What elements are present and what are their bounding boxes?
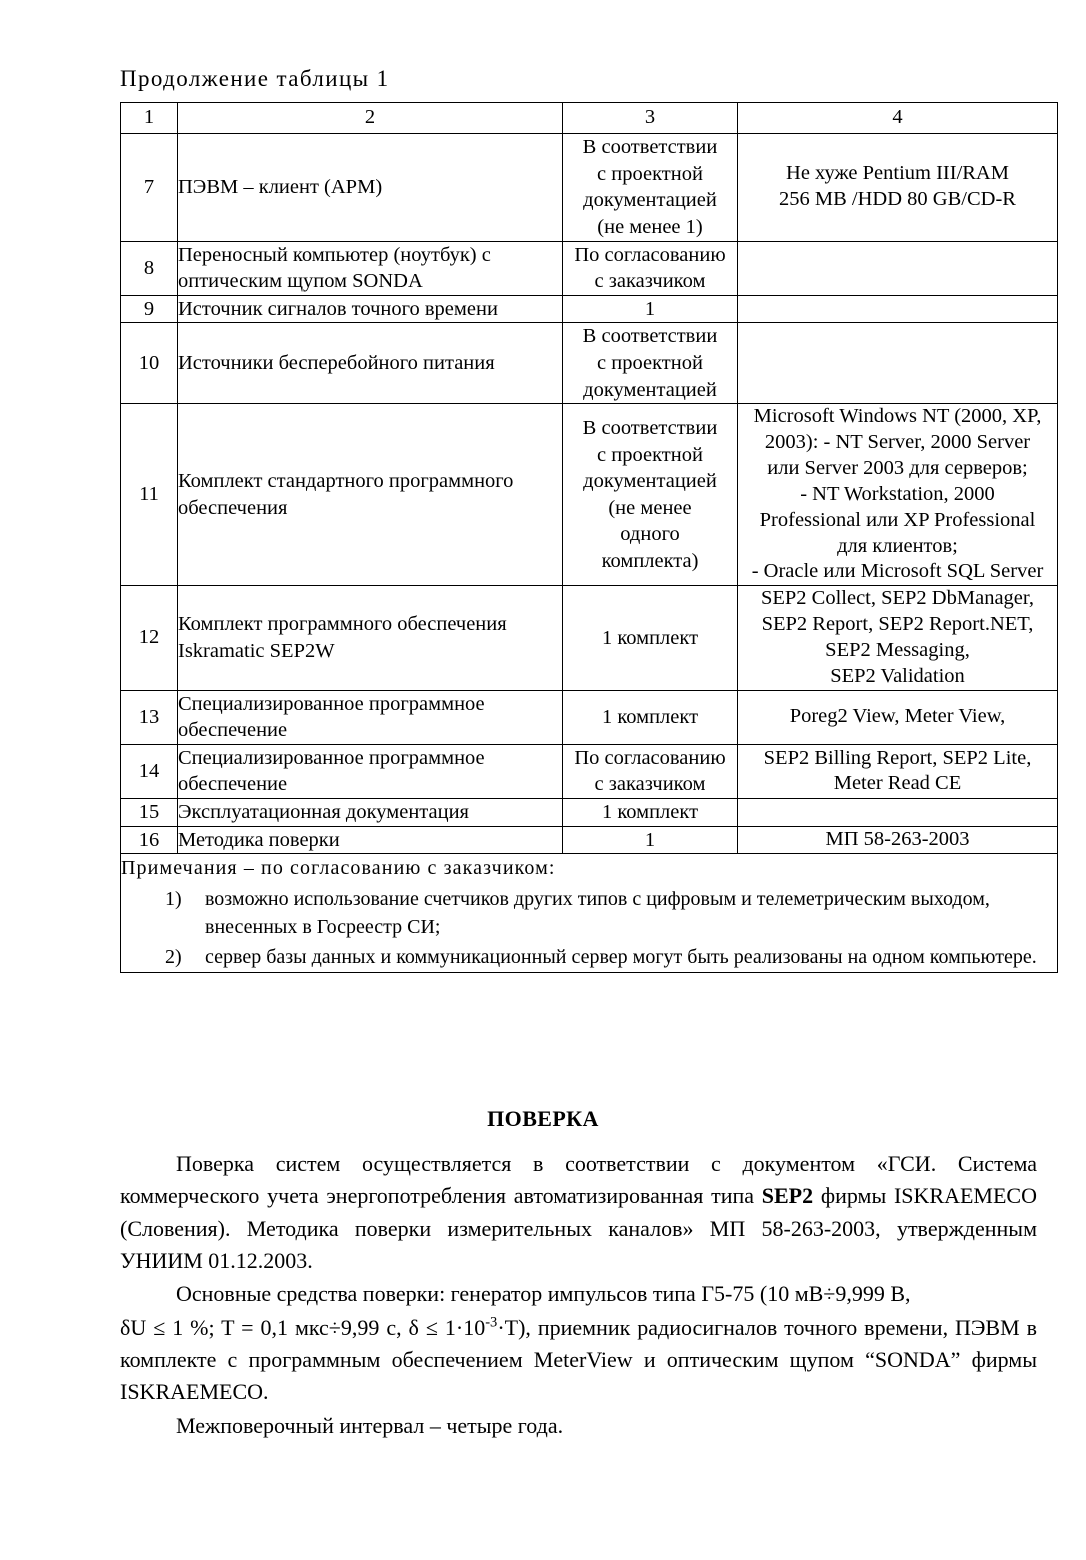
row-quantity: В соответствии с проектной документацией (не менее одного комплекта) <box>563 404 738 586</box>
row-spec <box>738 295 1058 323</box>
table-row <box>121 134 1058 242</box>
row-number: 11 <box>121 404 178 586</box>
paragraph1-part1: Поверка систем осуществляется в соответствии с документом «ГСИ. Система коммерческого учета энергопотребления автоматизированная типа <box>120 1151 1037 1209</box>
column-header-4: 4 <box>738 103 1058 134</box>
row-quantity: По согласованию с заказчиком <box>563 744 738 798</box>
table-row <box>121 404 1058 586</box>
row-number: 10 <box>121 323 178 404</box>
row-quantity: 1 комплект <box>563 799 738 827</box>
row-name: Специализированное программное обеспечение <box>178 690 563 744</box>
row-spec: Microsoft Windows NT (2000, XP, 2003): - NT Server, 2000 Server или Server 2003 для серверов; - NT Workstation, 2000 Professional или XP Professional для клиентов; - Oracle или Microsoft SQL Server <box>738 404 1058 586</box>
row-spec: Не хуже Pentium III/RAM 256 MB /HDD 80 GB/CD-R <box>738 134 1058 242</box>
row-spec: Poreg2 View, Meter View, <box>738 690 1058 744</box>
row-spec <box>738 323 1058 404</box>
row-name: Комплект стандартного программного обеспечения <box>178 404 563 586</box>
row-quantity: 1 комплект <box>563 586 738 690</box>
specification-table <box>120 102 1058 973</box>
paragraph-means-line2 <box>120 1312 1037 1409</box>
table-header-row <box>121 103 1058 134</box>
table-row <box>121 241 1058 295</box>
row-number: 12 <box>121 586 178 690</box>
table-row <box>121 295 1058 323</box>
row-spec: SEP2 Collect, SEP2 DbManager, SEP2 Report, SEP2 Report.NET, SEP2 Messaging, SEP2 Validation <box>738 586 1058 690</box>
paragraph2-superscript: -3 <box>485 1314 498 1331</box>
table-row <box>121 690 1058 744</box>
row-spec <box>738 799 1058 827</box>
paragraph-verification-basis <box>120 1148 1037 1277</box>
table-row <box>121 744 1058 798</box>
row-quantity: 1 <box>563 826 738 854</box>
row-number: 16 <box>121 826 178 854</box>
row-number: 8 <box>121 241 178 295</box>
table-notes-cell <box>121 854 1058 973</box>
table-row <box>121 586 1058 690</box>
notes-title: Примечания – по согласованию с заказчиком: <box>121 857 556 880</box>
paragraph2-post: ·Т), приемник радиосигналов точного времени, ПЭВМ в комплекте с программным обеспечением MeterView и оптическим щупом “SONDA” фирмы ISKRAEMECO. <box>120 1314 1038 1405</box>
note-item: возможно использование счетчиков других типов с цифровым и телеметрическим выходом, внесенных в Госреестр СИ; <box>205 887 990 939</box>
row-name: Переносный компьютер (ноутбук) с оптическим щупом SONDA <box>178 241 563 295</box>
row-spec: МП 58-263-2003 <box>738 826 1058 854</box>
row-quantity: В соответствии с проектной документацией (не менее 1) <box>563 134 738 242</box>
row-name: Методика поверки <box>178 826 563 854</box>
column-header-1: 1 <box>121 103 178 134</box>
row-quantity: По согласованию с заказчиком <box>563 241 738 295</box>
paragraph1-part2: фирмы ISKRAEMECO (Словения). Методика поверки измерительных каналов» МП 58-263-2003, утвержденным УНИИМ 01.12.2003. <box>120 1183 1037 1273</box>
notes-list <box>121 885 1057 971</box>
row-quantity: 1 <box>563 295 738 323</box>
column-header-3: 3 <box>563 103 738 134</box>
table-row <box>121 323 1058 404</box>
row-name: Источники бесперебойного питания <box>178 323 563 404</box>
row-number: 15 <box>121 799 178 827</box>
column-header-2: 2 <box>178 103 563 134</box>
paragraph1-bold-sep2: SEP2 <box>761 1183 814 1209</box>
section-heading-poverka: ПОВЕРКА <box>487 1106 599 1131</box>
table-continuation-caption: Продолжение таблицы 1 <box>120 66 390 91</box>
table-row <box>121 799 1058 827</box>
specification-table-wrapper <box>120 102 1044 973</box>
table-row <box>121 826 1058 854</box>
row-spec <box>738 241 1058 295</box>
row-number: 7 <box>121 134 178 242</box>
row-name: Эксплуатационная документация <box>178 799 563 827</box>
row-number: 14 <box>121 744 178 798</box>
table-notes-row <box>121 854 1058 973</box>
section-body-text <box>120 1148 1037 1443</box>
row-name: Специализированное программное обеспечение <box>178 744 563 798</box>
row-spec: SEP2 Billing Report, SEP2 Lite, Meter Read CE <box>738 744 1058 798</box>
row-name: ПЭВМ – клиент (АРМ) <box>178 134 563 242</box>
paragraph-means-line1: Основные средства поверки: генератор импульсов типа Г5-75 (10 мВ÷9,999 В, <box>176 1281 911 1307</box>
note-item: сервер базы данных и коммуникационный сервер могут быть реализованы на одном компьютере. <box>205 945 1037 968</box>
row-number: 9 <box>121 295 178 323</box>
row-quantity: 1 комплект <box>563 690 738 744</box>
row-number: 13 <box>121 690 178 744</box>
paragraph2-pre: δU ≤ 1 %; T = 0,1 мкс÷9,99 с, δ ≤ 1·10 <box>120 1314 486 1340</box>
paragraph-interval: Межповерочный интервал – четыре года. <box>176 1412 564 1438</box>
row-name: Комплект программного обеспечения Iskramatic SEP2W <box>178 586 563 690</box>
row-quantity: В соответствии с проектной документацией <box>563 323 738 404</box>
row-name: Источник сигналов точного времени <box>178 295 563 323</box>
